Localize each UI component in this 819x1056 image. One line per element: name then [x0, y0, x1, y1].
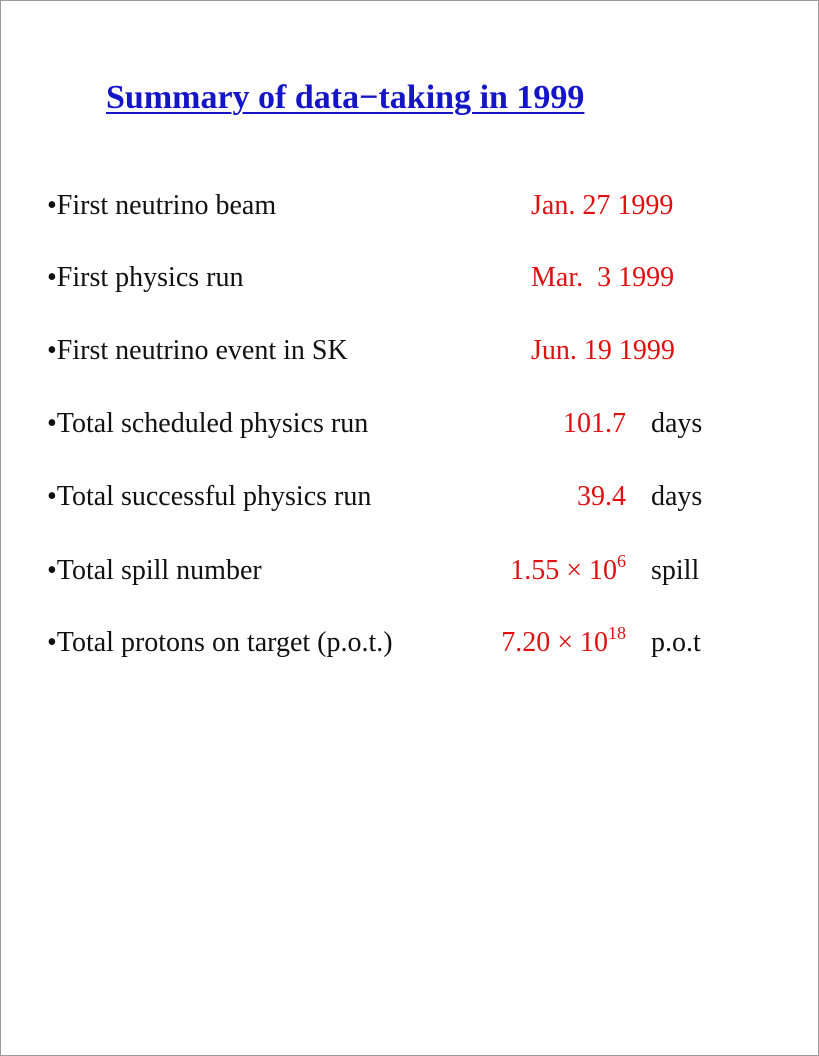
item-unit: days: [651, 408, 703, 439]
list-item-spill-number: [1, 551, 818, 595]
list-item-successful-run: [1, 481, 818, 521]
item-label: •Total successful physics run: [47, 481, 372, 512]
item-label: •Total spill number: [47, 555, 262, 586]
list-item-first-beam: [1, 190, 818, 230]
item-value-scientific: [510, 551, 626, 587]
item-exponent: 6: [617, 551, 626, 571]
item-unit: spill: [651, 555, 700, 586]
item-base: 10: [589, 555, 617, 586]
item-base: 10: [580, 627, 608, 658]
item-label: •First neutrino event in SK: [47, 335, 348, 366]
item-date: Jan. 27 1999: [531, 190, 674, 221]
item-value: 101.7: [563, 408, 626, 439]
list-item-scheduled-run: [1, 408, 818, 448]
times-symbol: ×: [557, 627, 573, 658]
item-unit: p.o.t: [651, 627, 701, 658]
list-item-first-physics-run: [1, 262, 818, 302]
item-label: •First neutrino beam: [47, 190, 277, 221]
item-label: •Total scheduled physics run: [47, 408, 369, 439]
list-item-first-sk-event: [1, 335, 818, 375]
item-mantissa: 1.55: [510, 555, 560, 586]
item-date: Mar. 3 1999: [531, 262, 675, 293]
item-label: •Total protons on target (p.o.t.): [47, 627, 393, 658]
item-date: Jun. 19 1999: [531, 335, 675, 366]
times-symbol: ×: [566, 555, 582, 586]
item-value-scientific: [501, 623, 626, 659]
item-unit: days: [651, 481, 703, 512]
list-item-protons-on-target: [1, 623, 818, 667]
item-label: •First physics run: [47, 262, 244, 293]
item-exponent: 18: [608, 623, 626, 643]
item-value: 39.4: [577, 481, 626, 512]
slide-title: Summary of data−taking in 1999: [106, 79, 585, 116]
item-mantissa: 7.20: [501, 627, 551, 658]
